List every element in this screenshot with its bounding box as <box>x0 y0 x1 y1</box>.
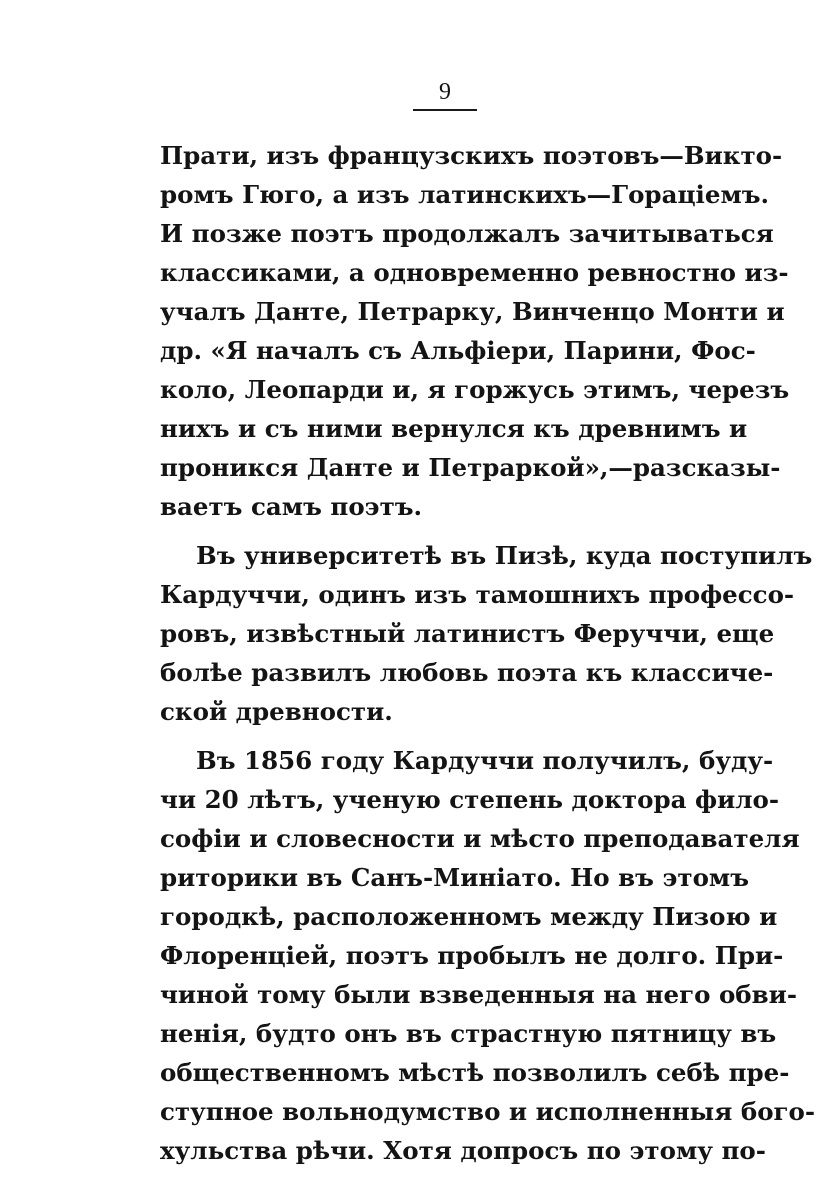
text-line: Кардуччи, одинъ изъ тамошнихъ профессо- <box>160 580 795 609</box>
paragraph <box>160 536 813 731</box>
text-line: др. «Я началъ съ Альфіери, Парини, Фос- <box>160 336 756 365</box>
text-line: И позже поэтъ продолжалъ зачитываться <box>160 219 774 248</box>
paragraph <box>160 136 790 526</box>
text-line: коло, Леопарди и, я горжусь этимъ, черезъ <box>160 375 790 404</box>
body-text <box>160 136 816 1170</box>
page-header <box>410 78 480 111</box>
text-line: Прати, изъ французскихъ поэтовъ—Викто- <box>160 141 783 170</box>
text-line: чи 20 лѣтъ, ученую степень доктора фило- <box>160 785 780 814</box>
text-line: классиками, а одновременно ревностно из- <box>160 258 789 287</box>
page-number: 9 <box>439 79 451 105</box>
text-line: учалъ Данте, Петрарку, Винченцо Монти и <box>160 297 785 326</box>
text-line: Въ университетѣ въ Пизѣ, куда поступилъ <box>196 541 813 570</box>
text-line: чиной тому были взведенныя на него обви- <box>160 980 797 1009</box>
paragraph <box>160 741 816 1170</box>
text-line: софіи и словесности и мѣсто преподавателя <box>160 824 800 853</box>
text-line: общественномъ мѣстѣ позволилъ себѣ пре- <box>160 1058 790 1087</box>
header-rule <box>413 109 477 111</box>
text-line: ваетъ самъ поэтъ. <box>160 492 423 521</box>
text-line: городкѣ, расположенномъ между Пизою и <box>160 902 778 931</box>
text-line: нихъ и съ ними вернулся къ древнимъ и <box>160 414 748 443</box>
text-line: риторики въ Санъ-Миніато. Но въ этомъ <box>160 863 750 892</box>
text-line: Въ 1856 году Кардуччи получилъ, буду- <box>196 746 774 775</box>
text-line: болѣе развилъ любовь поэта къ классиче- <box>160 658 774 687</box>
text-line: хульства рѣчи. Хотя допросъ по этому по- <box>160 1136 766 1165</box>
text-line: Флоренціей, поэтъ пробылъ не долго. При- <box>160 941 784 970</box>
text-line: ромъ Гюго, а изъ латинскихъ—Гораціемъ. <box>160 180 770 209</box>
text-line: проникся Данте и Петраркой»,—разсказы- <box>160 453 781 482</box>
text-line: ступное вольнодумство и исполненныя бого- <box>160 1097 816 1126</box>
text-line: ровъ, извѣстный латинистъ Феруччи, еще <box>160 619 775 648</box>
text-line: ской древности. <box>160 697 393 726</box>
text-line: ненія, будто онъ въ страстную пятницу въ <box>160 1019 777 1048</box>
